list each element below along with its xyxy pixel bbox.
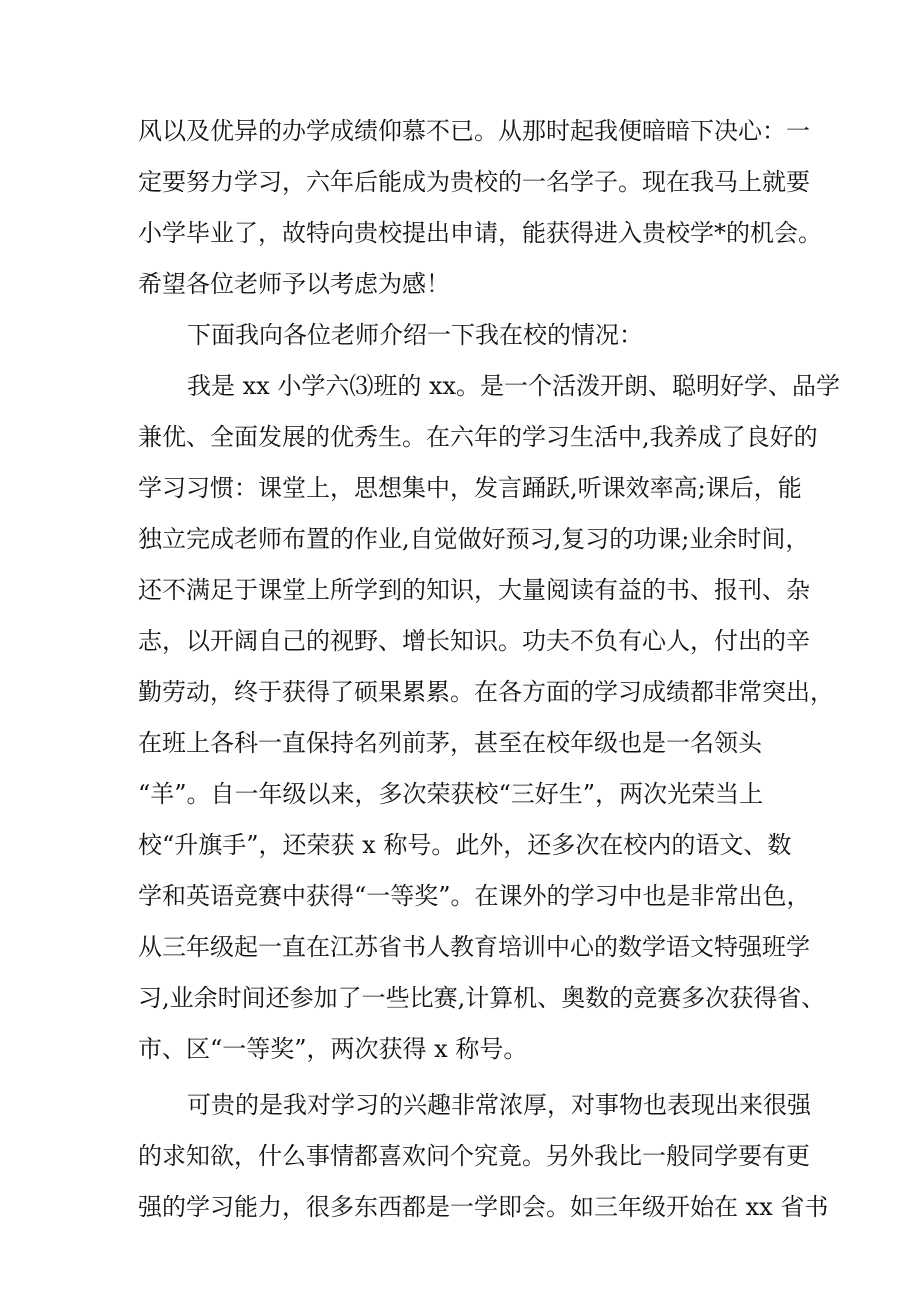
text-line: 兼优、全面发展的优秀生。在六年的学习生活中,我养成了良好的 — [138, 423, 818, 451]
text-line: 市、区“一等奖”，两次获得 x 称号。 — [138, 1035, 528, 1063]
text-line: 独立完成老师布置的作业,自觉做好预习,复习的功课;业余时间， — [138, 525, 810, 553]
text-line: 还不满足于课堂上所学到的知识，大量阅读有益的书、报刊、杂 — [138, 576, 810, 604]
text-line: “羊”。自一年级以来，多次荣获校“三好生”，两次光荣当上 — [138, 780, 764, 808]
text-line: 在班上各科一直保持名列前茅，甚至在校年级也是一名领头 — [138, 729, 762, 757]
text-line: 从三年级起一直在江苏省书人教育培训中心的数学语文特强班学 — [138, 933, 810, 961]
text-line: 的求知欲，什么事情都喜欢问个究竟。另外我比一般同学要有更 — [138, 1142, 810, 1170]
text-line: 习,业余时间还参加了一些比赛,计算机、奥数的竞赛多次获得省、 — [138, 984, 826, 1012]
text-line: 风以及优异的办学成绩仰慕不已。从那时起我便暗暗下决心：一 — [138, 117, 810, 145]
text-line: 下面我向各位老师介绍一下我在校的情况： — [187, 321, 643, 349]
text-line: 志，以开阔自己的视野、增长知识。功夫不负有心人，付出的辛 — [138, 627, 810, 655]
text-line: 希望各位老师予以考虑为感！ — [138, 270, 450, 298]
text-line: 校“升旗手”，还荣获 x 称号。此外，还多次在校内的语文、数 — [138, 831, 792, 859]
text-line: 可贵的是我对学习的兴趣非常浓厚，对事物也表现出来很强 — [187, 1091, 811, 1119]
text-line: 强的学习能力，很多东西都是一学即会。如三年级开始在 xx 省书 — [138, 1193, 829, 1221]
text-line: 定要努力学习，六年后能成为贵校的一名学子。现在我马上就要 — [138, 168, 810, 196]
text-line: 我是 xx 小学六⑶班的 xx。是一个活泼开朗、聪明好学、品学 — [187, 372, 841, 400]
text-line: 小学毕业了，故特向贵校提出申请，能获得进入贵校学*的机会。 — [138, 219, 822, 247]
text-line: 学和英语竞赛中获得“一等奖”。在课外的学习中也是非常出色， — [138, 882, 811, 910]
text-line: 勤劳动，终于获得了硕果累累。在各方面的学习成绩都非常突出， — [138, 678, 834, 706]
text-line: 学习习惯：课堂上，思想集中，发言踊跃,听课效率高;课后，能 — [138, 474, 802, 502]
